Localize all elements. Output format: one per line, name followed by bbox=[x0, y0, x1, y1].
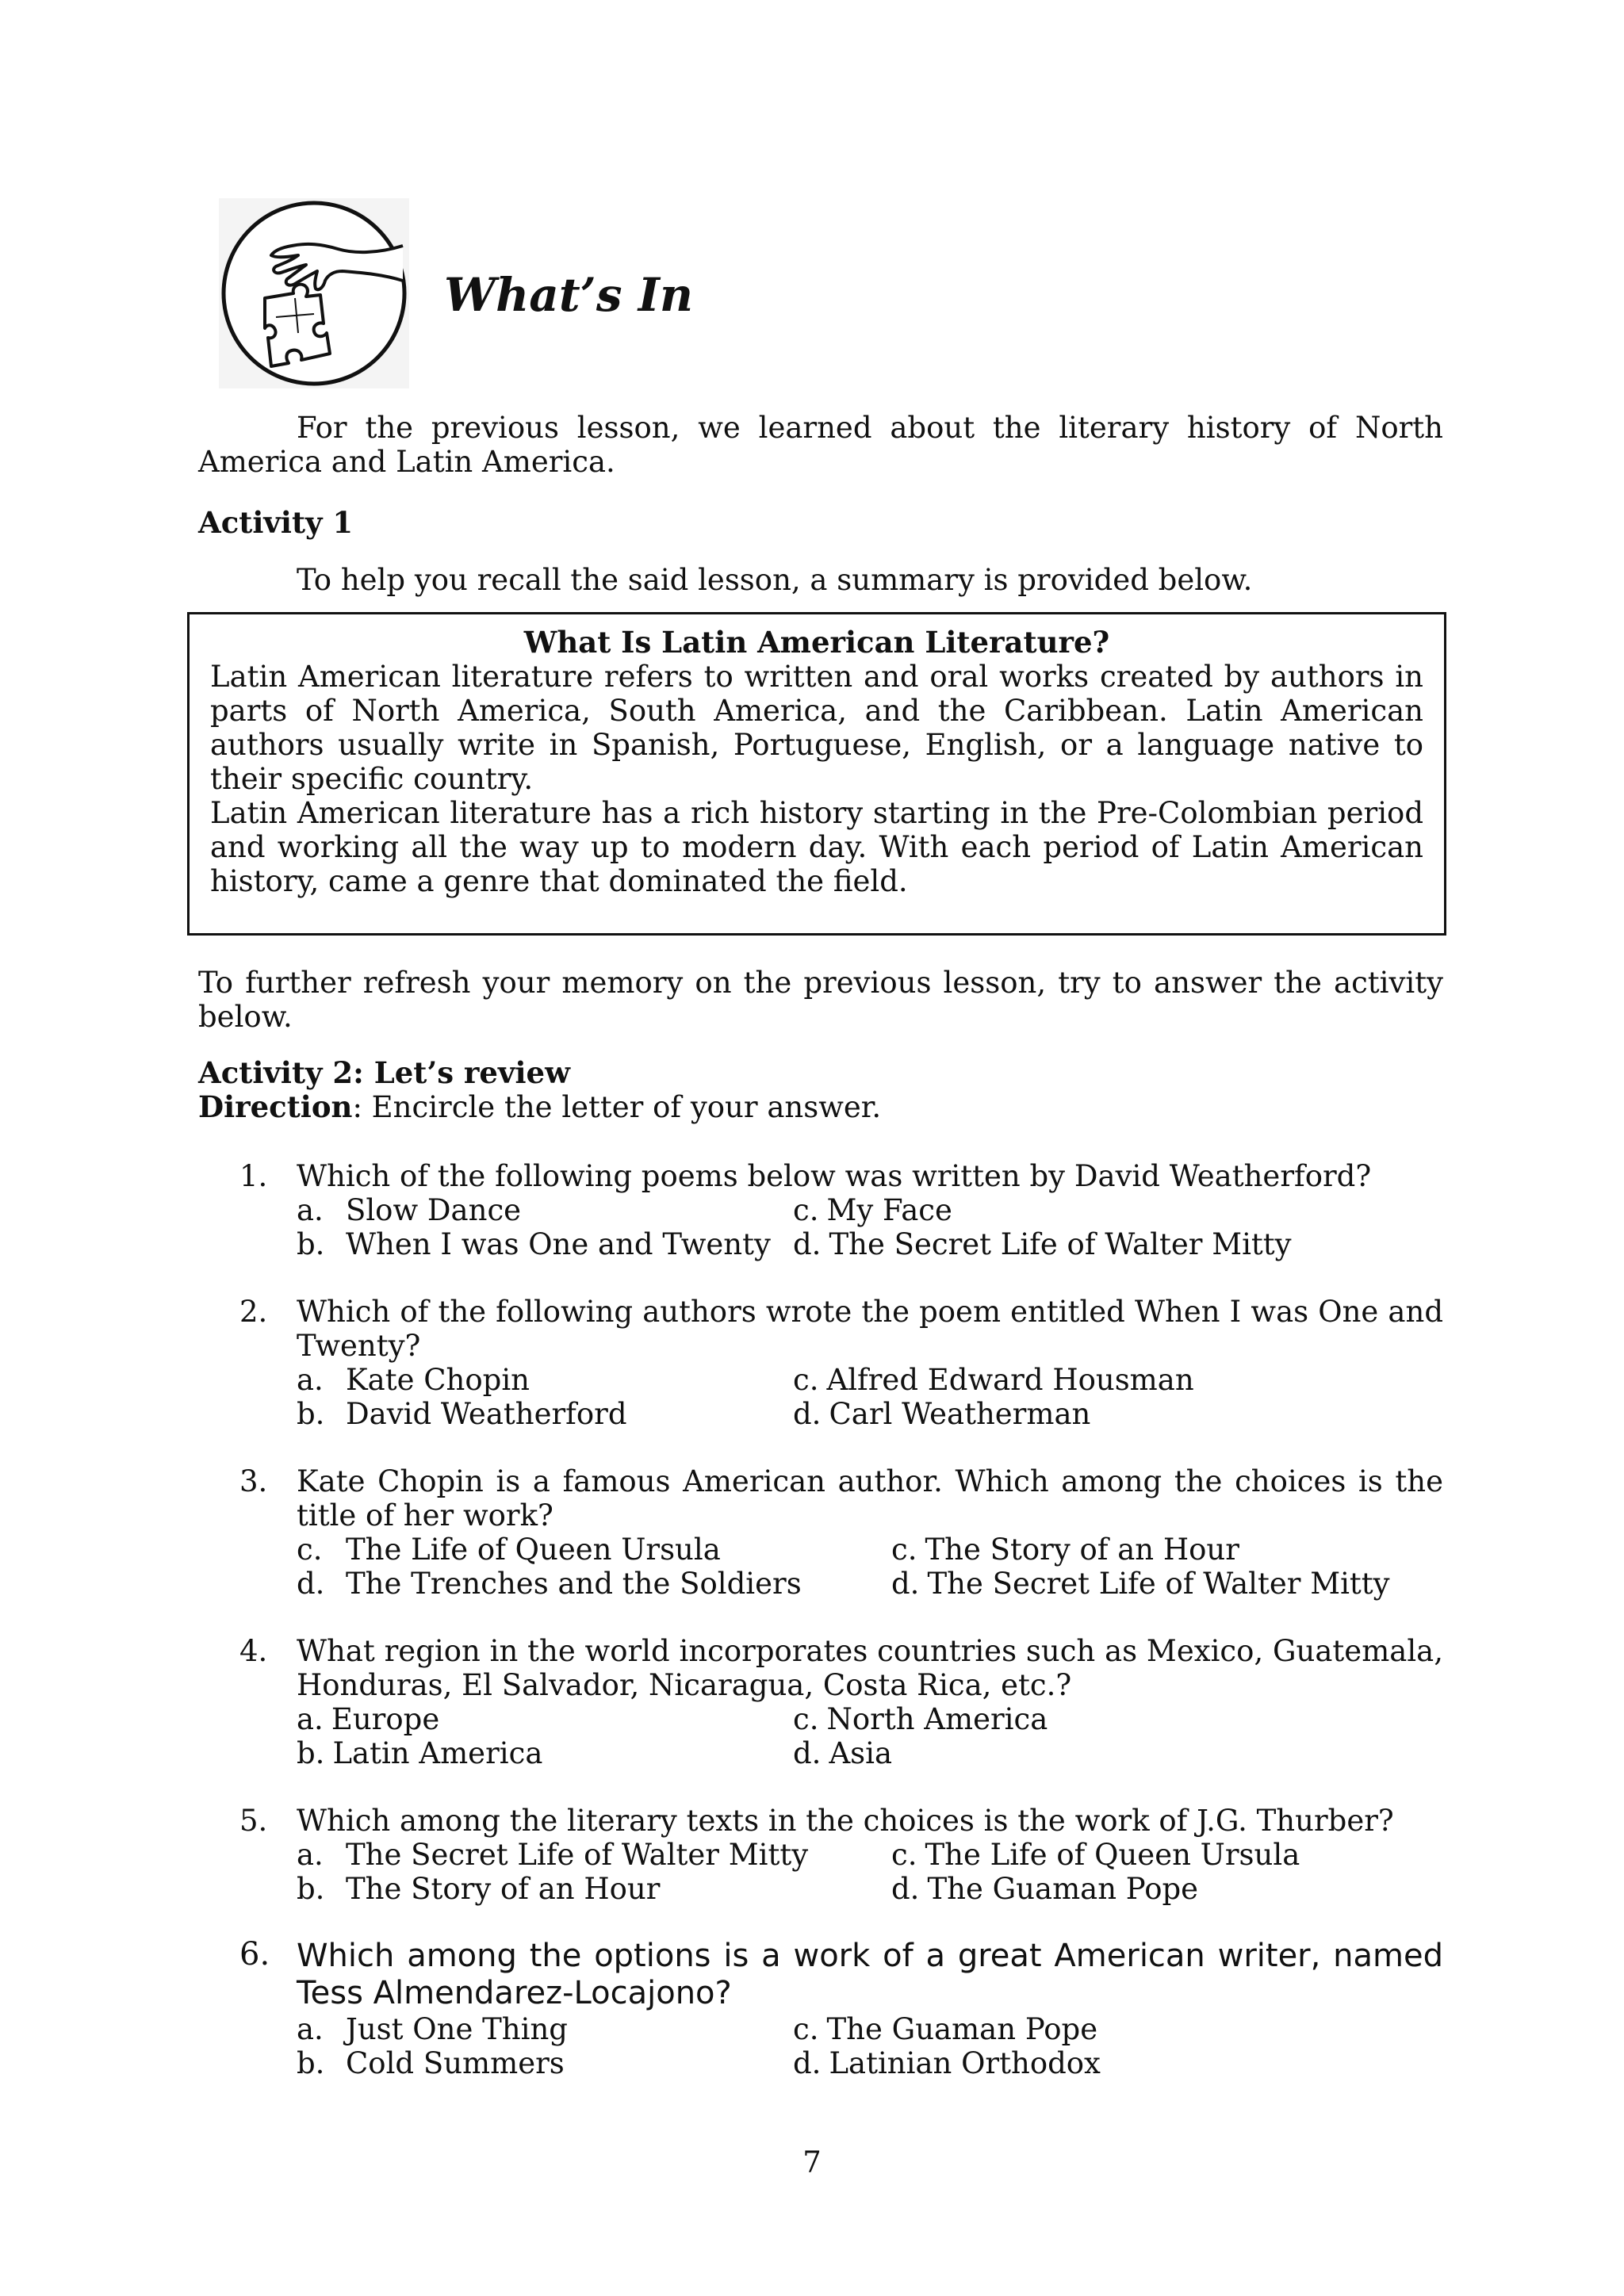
option-c[interactable]: c. My Face bbox=[793, 1193, 952, 1227]
option-d[interactable]: d. The Secret Life of Walter Mitty bbox=[891, 1567, 1390, 1601]
option-a[interactable]: a. Kate Chopin bbox=[297, 1363, 530, 1397]
question-2 bbox=[239, 1295, 1443, 1431]
intro-paragraph: For the previous lesson, we learned about the literary history of North America and Latin America. bbox=[198, 411, 1443, 479]
question-5 bbox=[239, 1804, 1443, 1906]
question-stem: Which among the options is a work of a great American writer, named Tess Almendarez-Locajono? bbox=[297, 1938, 1443, 2011]
activity2-heading: Activity 2: Let’s review bbox=[198, 1055, 570, 1090]
option-c[interactable]: c. The Life of Queen Ursula bbox=[297, 1533, 721, 1567]
question-3 bbox=[239, 1464, 1443, 1601]
option-a[interactable]: a. The Secret Life of Walter Mitty bbox=[297, 1838, 809, 1872]
option-b[interactable]: b. When I was One and Twenty bbox=[297, 1227, 771, 1261]
question-stem: Which of the following poems below was written by David Weatherford? bbox=[297, 1159, 1372, 1193]
question-6 bbox=[239, 1936, 1443, 2080]
direction-line bbox=[198, 1090, 881, 1124]
question-1 bbox=[239, 1159, 1443, 1261]
question-stem: Which of the following authors wrote the poem entitled When I was One and Twenty? bbox=[297, 1295, 1443, 1363]
question-number: 3. bbox=[239, 1464, 268, 1498]
option-d[interactable]: d. The Trenches and the Soldiers bbox=[297, 1567, 802, 1601]
question-stem: Which among the literary texts in the choices is the work of J.G. Thurber? bbox=[297, 1804, 1394, 1838]
page-number: 7 bbox=[802, 2145, 822, 2179]
option-d[interactable]: d. The Secret Life of Walter Mitty bbox=[793, 1227, 1292, 1261]
summary-box bbox=[187, 612, 1446, 936]
option-a[interactable]: a. Europe bbox=[297, 1702, 440, 1736]
question-stem: What region in the world incorporates countries such as Mexico, Guatemala, Honduras, El Salvador, Nicaragua, Costa Rica, etc.? bbox=[297, 1634, 1443, 1702]
option-c[interactable]: c. North America bbox=[793, 1702, 1048, 1736]
activity1-heading: Activity 1 bbox=[198, 505, 354, 540]
question-number: 4. bbox=[239, 1634, 268, 1668]
question-number: 6. bbox=[239, 1936, 270, 1973]
option-b[interactable]: b. The Story of an Hour bbox=[297, 1872, 661, 1906]
option-c[interactable]: c. Alfred Edward Housman bbox=[793, 1363, 1194, 1397]
option-d[interactable]: d. Carl Weatherman bbox=[793, 1397, 1091, 1431]
summary-paragraph-2: Latin American literature has a rich history starting in the Pre-Colombian period and working all the way up to modern day. With each period of Latin American history, came a genre that dominated the field. bbox=[210, 796, 1423, 898]
option-b[interactable]: b. David Weatherford bbox=[297, 1397, 627, 1431]
question-4 bbox=[239, 1634, 1443, 1770]
option-c[interactable]: c. The Guaman Pope bbox=[793, 2012, 1098, 2046]
hand-puzzle-piece-icon bbox=[219, 198, 409, 388]
question-number: 1. bbox=[239, 1159, 268, 1193]
option-c[interactable]: c. The Life of Queen Ursula bbox=[891, 1838, 1300, 1872]
question-number: 2. bbox=[239, 1295, 268, 1329]
section-title: What’s In bbox=[444, 268, 694, 322]
option-a[interactable]: a. Just One Thing bbox=[297, 2012, 568, 2046]
option-a[interactable]: a. Slow Dance bbox=[297, 1193, 522, 1227]
option-b[interactable]: b. Latin America bbox=[297, 1736, 543, 1770]
direction-text: : Encircle the letter of your answer. bbox=[352, 1090, 882, 1124]
option-b[interactable]: b. Cold Summers bbox=[297, 2046, 565, 2080]
question-stem: Kate Chopin is a famous American author. Which among the choices is the title of her work? bbox=[297, 1464, 1443, 1533]
question-number: 5. bbox=[239, 1804, 268, 1838]
direction-label: Direction bbox=[198, 1089, 353, 1124]
refresh-paragraph: To further refresh your memory on the previous lesson, try to answer the activity below. bbox=[198, 966, 1443, 1034]
option-d[interactable]: d. The Guaman Pope bbox=[891, 1872, 1199, 1906]
activity1-instruction: To help you recall the said lesson, a summary is provided below. bbox=[297, 563, 1253, 597]
summary-paragraph-1: Latin American literature refers to written and oral works created by authors in parts of North America, South America, and the Caribbean. Latin American authors usually write in Spanish, Portuguese, English, or a language native to their specific country. bbox=[210, 660, 1423, 796]
option-d[interactable]: d. Asia bbox=[793, 1736, 893, 1770]
option-c[interactable]: c. The Story of an Hour bbox=[891, 1533, 1239, 1567]
summary-box-title: What Is Latin American Literature? bbox=[523, 625, 1110, 660]
option-d[interactable]: d. Latinian Orthodox bbox=[793, 2046, 1101, 2080]
